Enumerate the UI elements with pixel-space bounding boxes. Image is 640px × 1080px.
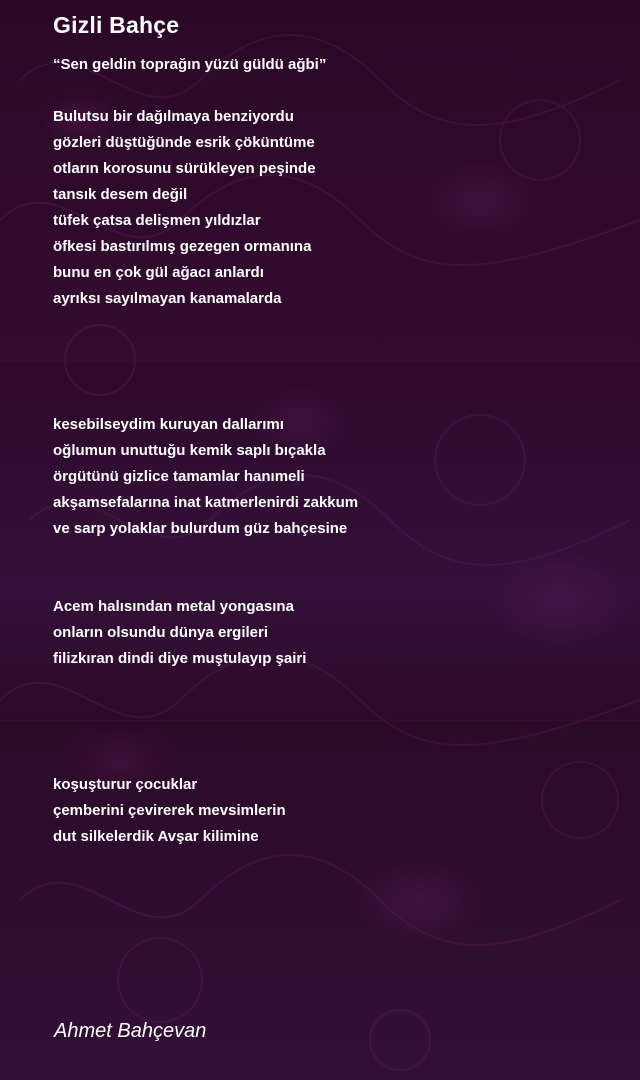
poem-epigraph: “Sen geldin toprağın yüzü güldü ağbi” [53, 56, 327, 73]
poem-author: Ahmet Bahçevan [54, 1020, 207, 1042]
poem-line: oğlumun unuttuğu kemik saplı bıçakla [53, 442, 326, 459]
poem-line: gözleri düştüğünde esrik çöküntüme [53, 134, 315, 151]
poem-line: ve sarp yolaklar bulurdum güz bahçesine [53, 520, 348, 537]
poem-line: filizkıran dindi diye muştulayıp şairi [53, 650, 307, 667]
poem-line: onların olsundu dünya ergileri [53, 624, 269, 641]
poem-line: çemberini çevirerek mevsimlerin [53, 802, 286, 819]
poem-title: Gizli Bahçe [53, 12, 180, 38]
poem-line: tansık desem değil [53, 186, 188, 203]
poem-line: dut silkelerdik Avşar kilimine [53, 828, 259, 845]
poem-line: otların korosunu sürükleyen peşinde [53, 160, 316, 177]
poem-line: Acem halısından metal yongasına [53, 598, 294, 615]
poem-line: koşuşturur çocuklar [53, 776, 198, 793]
poem-line: öfkesi bastırılmış gezegen ormanına [53, 238, 312, 255]
poem-line: tüfek çatsa delişmen yıldızlar [53, 212, 261, 229]
poem-line: bunu en çok gül ağacı anlardı [53, 264, 264, 281]
poem-line: akşamsefalarına inat katmerlenirdi zakkum [53, 494, 359, 511]
poem-line: kesebilseydim kuruyan dallarımı [53, 416, 284, 433]
poem-line: ayrıksı sayılmayan kanamalarda [53, 290, 282, 307]
poem-line: Bulutsu bir dağılmaya benziyordu [53, 108, 294, 125]
poem-line: örgütünü gizlice tamamlar hanımeli [53, 468, 305, 485]
